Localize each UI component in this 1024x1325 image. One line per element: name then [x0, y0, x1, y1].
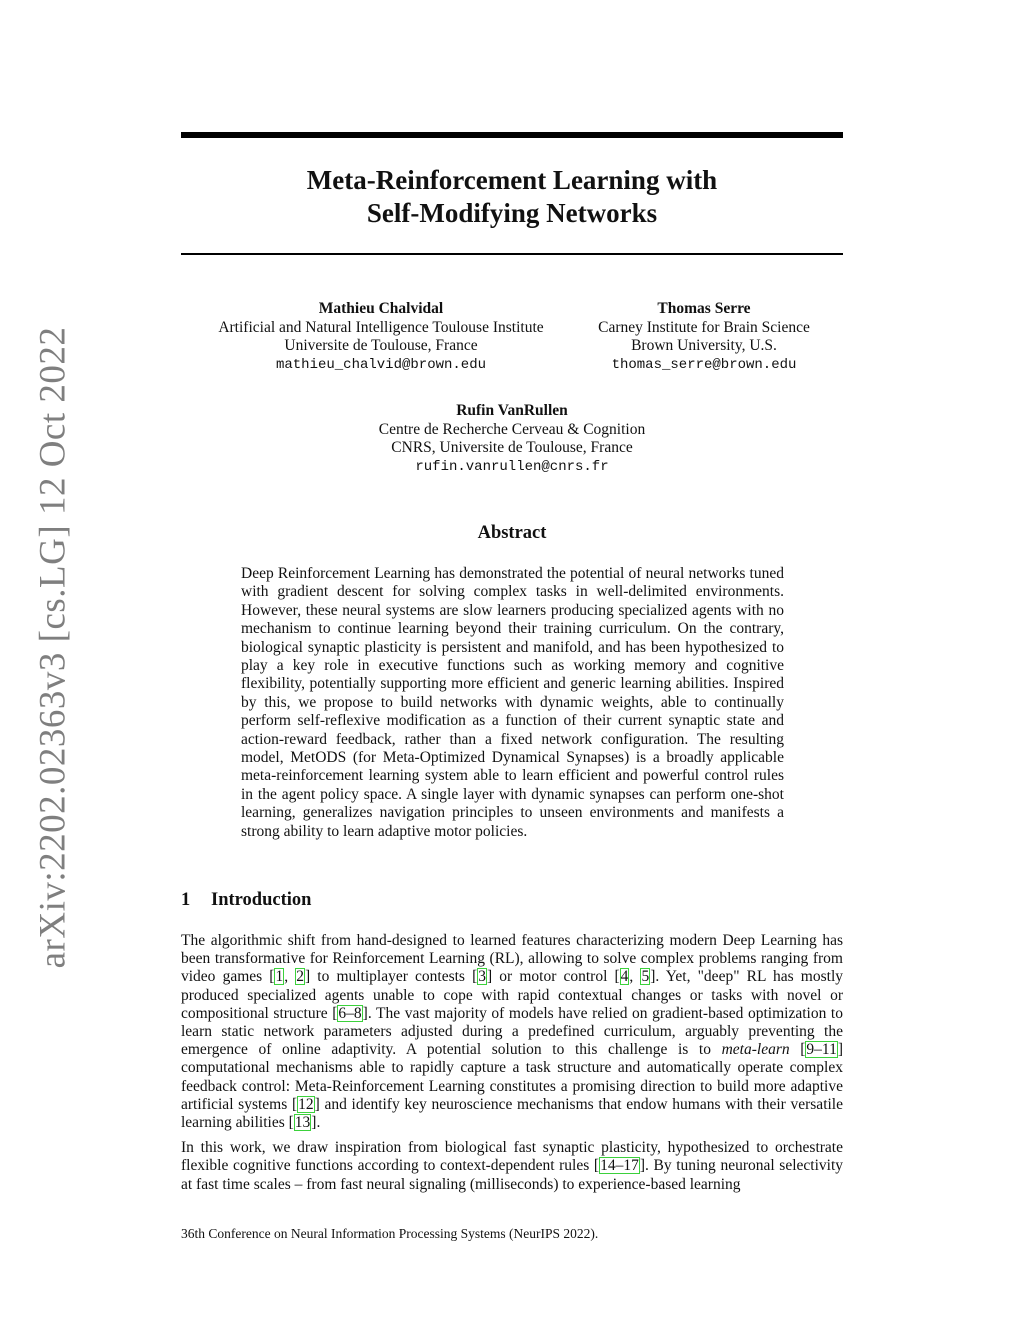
- text-run: ,: [284, 968, 296, 986]
- author-affiliation: Artificial and Natural Intelligence Toulouse Institute: [218, 318, 544, 336]
- text-run: ]. Yet, "deep" RL has mostly produced specialized agents unable to cope with rapid contextual changes or tasks with novel or compositional structure [: [181, 968, 843, 1022]
- author-affiliation: CNRS, Universite de Toulouse, France: [391, 439, 633, 456]
- title-line-2: Self-Modifying Networks: [366, 198, 658, 228]
- author-affiliation: Centre de Recherche Cerveau & Cognition: [378, 420, 646, 438]
- title-rule-bottom: [181, 253, 843, 255]
- author-email[interactable]: rufin.vanrullen@cnrs.fr: [415, 458, 609, 475]
- citation-link[interactable]: 13: [294, 1114, 311, 1132]
- text-run: In this work, we draw inspiration from biological fast synaptic plasticity, hypothesized to orchestrate flexible cognitive functions according to context-dependent rules [: [181, 1139, 843, 1175]
- author-name: Mathieu Chalvidal: [318, 300, 444, 317]
- conference-footnote: 36th Conference on Neural Information Processing Systems (NeurIPS 2022).: [181, 1226, 599, 1241]
- text-run: ].: [311, 1114, 321, 1132]
- text-run: ] and identify key neuroscience mechanisms that endow humans with their versatile learning abilities [: [181, 1095, 843, 1132]
- text-run: ] to multiplayer contests [: [304, 968, 478, 986]
- text-run: ]. By tuning neuronal selectivity at fast time scales – from fast neural signaling (milliseconds) to experience-based learning: [181, 1157, 844, 1193]
- paper-title: [181, 164, 843, 230]
- author-email[interactable]: thomas_serre@brown.edu: [611, 356, 797, 373]
- arxiv-stamp-text: arXiv:2202.02363v3 [cs.LG] 12 Oct 2022: [32, 326, 74, 969]
- citation-link[interactable]: 1: [275, 968, 284, 986]
- section-heading-introduction: [181, 890, 311, 911]
- author-affiliation: Carney Institute for Brain Science: [598, 318, 810, 336]
- arxiv-stamp: [28, 326, 78, 969]
- abstract-heading: Abstract: [477, 523, 547, 543]
- text-run: ] or motor control [: [487, 968, 620, 986]
- section-number: 1: [181, 890, 191, 910]
- author-block-vanrullen: [312, 402, 712, 476]
- author-name: Rufin VanRullen: [456, 402, 568, 419]
- citation-link[interactable]: 9–11: [806, 1041, 837, 1059]
- citation-link[interactable]: 12: [298, 1095, 314, 1113]
- author-affiliation: Brown University, U.S.: [631, 337, 777, 354]
- citation-link[interactable]: 5: [641, 968, 650, 986]
- author-email[interactable]: mathieu_chalvid@brown.edu: [275, 356, 487, 373]
- author-block-serre: [575, 300, 833, 374]
- citation-link[interactable]: 14–17: [600, 1157, 639, 1175]
- text-run: ] computational mechanisms able to rapidly capture a task structure and automatically operate complex feedback control: Meta-Reinforcement Learning constitutes a promising direction to build more adaptive artificial systems [: [181, 1041, 843, 1113]
- author-block-chalvidal: [181, 300, 581, 374]
- citation-link[interactable]: 4: [620, 968, 629, 986]
- intro-paragraph-1: [181, 932, 843, 1132]
- title-rule-top: [181, 132, 843, 138]
- intro-paragraph-2: [181, 1139, 843, 1194]
- citation-link[interactable]: 6–8: [338, 1004, 362, 1022]
- citation-link[interactable]: 2: [296, 968, 304, 986]
- text-run: [: [789, 1041, 806, 1059]
- text-run: The algorithmic shift from hand-designed to learned features characterizing modern Deep Learning has been transformative for Reinforcement Learning (RL), allowing to solve complex problems ranging from video games [: [181, 932, 843, 986]
- emphasis-text: meta-learn: [721, 1041, 790, 1059]
- abstract-text: Deep Reinforcement Learning has demonstrated the potential of neural networks tuned with gradient descent for solving complex tasks in well-delimited environments. However, these neural systems are slow learners producing specialized agents with no mechanism to continue learning beyond their training curriculum. On the contrary, biological synaptic plasticity is persistent and manifold, and has been hypothesized to play a key role in executive functions such as working memory and cognitive flexibility, potentially supporting more efficient and generic learning abilities. Inspired by this, we propose to build networks with dynamic weights, able to continually perform self-reflexive modification as a function of their current synaptic state and action-reward feedback, rather than a fixed network configuration. The resulting model, MetODS (for Meta-Optimized Dynamical Synapses) is a broadly applicable meta-reinforcement learning system able to learn efficient and powerful control rules in the agent policy space. A single layer with dynamic synapses can perform one-shot learning, generalizes navigation principles to unseen environments and manifests a strong ability to learn adaptive motor policies.: [241, 565, 784, 840]
- citation-link[interactable]: 3: [478, 968, 486, 986]
- text-run: ]. The vast majority of models have relied on gradient-based optimization to learn static network parameters adjusted during a predefined curriculum, arguably preventing the emergence of online adaptivity. A potential solution to this challenge is to: [181, 1004, 843, 1059]
- title-line-1: Meta-Reinforcement Learning with: [306, 165, 718, 195]
- author-name: Thomas Serre: [657, 300, 751, 317]
- section-title: Introduction: [211, 890, 312, 910]
- introduction-body: [181, 932, 843, 1194]
- author-affiliation: Universite de Toulouse, France: [284, 337, 478, 354]
- text-run: ,: [629, 968, 641, 986]
